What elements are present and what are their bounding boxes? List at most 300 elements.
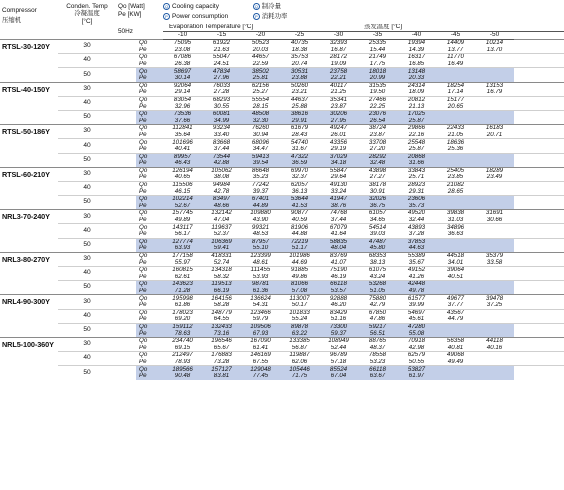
spacer-cell bbox=[116, 118, 136, 125]
qo-value: 19394 bbox=[397, 40, 436, 47]
pe-value: 48.04 bbox=[319, 245, 358, 252]
qo-label: Qo bbox=[136, 238, 163, 245]
qo-value: 43893 bbox=[397, 224, 436, 231]
qo-value bbox=[475, 68, 514, 75]
qo-value: 23758 bbox=[319, 68, 358, 75]
qo-value: 54514 bbox=[358, 224, 397, 231]
pe-value: 58.28 bbox=[213, 301, 230, 309]
qo-value: 112841 bbox=[163, 125, 202, 132]
pe-value: 53.93 bbox=[252, 273, 269, 280]
pe-value: 40.16 bbox=[486, 344, 503, 351]
spacer-cell bbox=[116, 252, 136, 259]
tail-cell bbox=[514, 75, 564, 82]
qo-value: 58835 bbox=[319, 238, 358, 245]
pe-value: 33.40 bbox=[213, 131, 230, 138]
pe-value: 23.88 bbox=[280, 75, 319, 82]
pe-value: 22.25 bbox=[369, 103, 386, 110]
pe-value: 61.36 bbox=[241, 288, 280, 295]
qo-value bbox=[475, 352, 514, 359]
evap-label-cn: 蒸发温度 [°C] bbox=[358, 24, 564, 32]
p-circle-icon: P bbox=[253, 13, 260, 20]
qo-value bbox=[436, 110, 475, 117]
pe-value: 50.17 bbox=[291, 301, 308, 309]
qo-value: 60081 bbox=[202, 110, 241, 117]
qo-value: 83497 bbox=[202, 196, 241, 203]
tail-cell bbox=[514, 231, 564, 238]
pe-value: 36.59 bbox=[280, 160, 319, 167]
qo-value: 55554 bbox=[241, 96, 280, 103]
qo-value: 37853 bbox=[397, 238, 436, 245]
pe-value bbox=[475, 288, 514, 295]
pe-value: 46.20 bbox=[330, 301, 347, 309]
pe-value: 41.53 bbox=[280, 203, 319, 210]
qo-value: 47487 bbox=[358, 238, 397, 245]
qo-value: 67079 bbox=[319, 224, 358, 231]
pe-value: 18.38 bbox=[291, 46, 308, 53]
tail-cell bbox=[514, 210, 564, 217]
qo-value: 47280 bbox=[397, 323, 436, 330]
condensing-temp: 30 bbox=[58, 167, 116, 181]
pe-value: 39.54 bbox=[241, 160, 280, 167]
pe-value: 55.97 bbox=[174, 259, 191, 266]
qo-value bbox=[436, 68, 475, 75]
spacer-cell bbox=[116, 103, 136, 110]
qo-label: Qo bbox=[136, 167, 163, 174]
pe-value: 51.17 bbox=[280, 245, 319, 252]
pe-value: 46.15 bbox=[174, 188, 191, 195]
evap-column-header: -30 bbox=[319, 32, 358, 40]
pe-value: 57.18 bbox=[330, 358, 347, 365]
qo-value: 28172 bbox=[319, 54, 358, 61]
model-name: NRL5-100-360Y bbox=[2, 339, 54, 349]
spacer-cell bbox=[116, 259, 136, 266]
pe-value: 18.09 bbox=[408, 89, 425, 96]
compressor-model bbox=[0, 167, 58, 210]
cond-label-cn: 冷凝温度 bbox=[74, 10, 100, 18]
qo-value: 83769 bbox=[319, 252, 358, 259]
table-row bbox=[0, 281, 564, 288]
pe-label: Pe bbox=[139, 174, 147, 181]
tail-cell bbox=[514, 139, 564, 146]
spacer-cell bbox=[116, 125, 136, 132]
qo-value: 18254 bbox=[436, 82, 475, 89]
table-row bbox=[0, 40, 564, 47]
tail-cell bbox=[514, 89, 564, 96]
pe-value: 42.79 bbox=[369, 301, 386, 309]
tail-cell bbox=[514, 323, 564, 330]
pe-value: 35.67 bbox=[408, 259, 425, 266]
qo-value: 23606 bbox=[397, 196, 436, 203]
qo-value: 81906 bbox=[280, 224, 319, 231]
model-name: NRL3-80-270Y bbox=[2, 254, 50, 264]
pe-value: 28.15 bbox=[252, 103, 269, 110]
qo-value: 39064 bbox=[436, 267, 475, 274]
pe-label: Pe bbox=[136, 288, 163, 295]
qo-value: 53827 bbox=[397, 366, 436, 373]
pe-value: 34.01 bbox=[447, 259, 464, 266]
qo-value: 47322 bbox=[280, 153, 319, 160]
condensing-temp: 30 bbox=[58, 40, 116, 54]
pe-value: 23.87 bbox=[330, 103, 347, 110]
pe-value bbox=[475, 75, 514, 82]
qo-value: 93234 bbox=[202, 125, 241, 132]
evap-column-header: -10 bbox=[163, 32, 202, 40]
spacer-cell bbox=[116, 295, 136, 302]
pe-value: 27.27 bbox=[369, 174, 386, 181]
qo-value: 195998 bbox=[163, 295, 202, 302]
qo-label: Qo bbox=[136, 295, 163, 302]
tail-cell bbox=[514, 288, 564, 295]
pe-value: 62.61 bbox=[174, 273, 191, 280]
qo-value: 70918 bbox=[397, 337, 436, 344]
condensing-temp: 50 bbox=[58, 238, 116, 252]
model-name: RTSL-60-210Y bbox=[2, 169, 50, 179]
qo-value: 41947 bbox=[319, 196, 358, 203]
table-row bbox=[0, 196, 564, 203]
pe-value: 39.03 bbox=[369, 231, 386, 238]
condensing-temp: 40 bbox=[58, 181, 116, 195]
spacer-cell bbox=[116, 167, 136, 174]
compressor-model bbox=[0, 252, 58, 295]
qo-value: 123466 bbox=[241, 309, 280, 316]
legend-cooling: Q Cooling capacity bbox=[164, 3, 219, 11]
pe-value bbox=[436, 288, 475, 295]
condensing-temp: 50 bbox=[58, 281, 116, 295]
tail-cell bbox=[514, 40, 564, 47]
tail-cell bbox=[514, 309, 564, 316]
tail-cell bbox=[514, 245, 564, 252]
pe-value: 63.67 bbox=[358, 373, 397, 380]
qo-value: 61057 bbox=[358, 210, 397, 217]
qo-label: Qo bbox=[136, 196, 163, 203]
qo-value: 31535 bbox=[358, 82, 397, 89]
qo-value: 66118 bbox=[319, 281, 358, 288]
qo-value bbox=[475, 366, 514, 373]
pe-label: Pe bbox=[139, 358, 147, 365]
qo-value: 11770 bbox=[436, 54, 475, 61]
spacer-cell bbox=[116, 174, 136, 181]
spacer-cell bbox=[116, 238, 136, 245]
spacer-cell bbox=[116, 337, 136, 344]
pe-value bbox=[475, 160, 514, 167]
pe-value bbox=[475, 231, 514, 238]
spacer-cell bbox=[116, 281, 136, 288]
qo-value: 54740 bbox=[280, 139, 319, 146]
qo-value: 119637 bbox=[202, 224, 241, 231]
pe-value: 56.51 bbox=[358, 330, 397, 337]
pe-label: Pe bbox=[139, 103, 147, 110]
condensing-temp: 50 bbox=[58, 366, 116, 380]
qo-value: 49677 bbox=[436, 295, 475, 302]
pe-value: 54.31 bbox=[252, 301, 269, 309]
qo-value: 68353 bbox=[358, 252, 397, 259]
qo-label: Qo bbox=[136, 110, 163, 117]
pe-value: 56.87 bbox=[291, 344, 308, 351]
pe-value: 67.04 bbox=[319, 373, 358, 380]
pe-value: 36.63 bbox=[447, 231, 464, 238]
qo-value: 92064 bbox=[163, 82, 202, 89]
qo-label: Qo bbox=[136, 252, 163, 259]
spacer-cell bbox=[116, 245, 136, 252]
spacer-cell bbox=[116, 54, 136, 61]
qo-value: 62579 bbox=[397, 352, 436, 359]
condensing-temp: 40 bbox=[58, 267, 116, 281]
qo-value: 136624 bbox=[241, 295, 280, 302]
tail-cell bbox=[514, 146, 564, 153]
spacer-cell bbox=[116, 196, 136, 203]
spacer-cell bbox=[116, 68, 136, 75]
pe-label: Pe bbox=[136, 75, 163, 82]
table-row bbox=[0, 352, 564, 359]
qo-value: 101986 bbox=[280, 252, 319, 259]
pe-value: 23.08 bbox=[174, 46, 191, 53]
table-row bbox=[0, 309, 564, 316]
qo-value: 67086 bbox=[163, 54, 202, 61]
spacer-cell bbox=[116, 181, 136, 188]
pe-value: 36.75 bbox=[358, 203, 397, 210]
qo-value: 127774 bbox=[163, 238, 202, 245]
pe-value: 58.32 bbox=[213, 273, 230, 280]
compressor-model bbox=[0, 295, 58, 338]
condensing-temp: 50 bbox=[58, 68, 116, 82]
pe-value: 34.47 bbox=[252, 145, 269, 153]
pe-value: 35.64 bbox=[174, 131, 191, 138]
table-row bbox=[0, 295, 564, 302]
spacer-cell bbox=[116, 61, 136, 68]
qo-value: 49152 bbox=[397, 267, 436, 274]
pe-value: 61.97 bbox=[397, 373, 436, 380]
qo-value: 73544 bbox=[202, 153, 241, 160]
evap-label: Evaporation Temperature [°C] bbox=[163, 24, 358, 32]
qo-value: 43567 bbox=[436, 309, 475, 316]
pe-label: Pe bbox=[136, 160, 163, 167]
qo-value: 96789 bbox=[319, 352, 358, 359]
qo-value: 129048 bbox=[241, 366, 280, 373]
tail-cell bbox=[514, 295, 564, 302]
tail-cell bbox=[514, 54, 564, 61]
table-row bbox=[0, 96, 564, 103]
spacer-cell bbox=[116, 153, 136, 160]
pe-value: 48.53 bbox=[252, 231, 269, 238]
tail-cell bbox=[514, 153, 564, 160]
evap-column-header: -15 bbox=[202, 32, 241, 40]
pe-value: 22.59 bbox=[252, 60, 269, 67]
qo-value: 47834 bbox=[202, 68, 241, 75]
spacer-cell bbox=[116, 359, 136, 366]
pe-value: 40.41 bbox=[174, 145, 191, 153]
pe-value: 33.24 bbox=[330, 188, 347, 195]
pe-value: 20.99 bbox=[358, 75, 397, 82]
p-circle-icon: P bbox=[163, 13, 170, 20]
spacer-cell bbox=[116, 267, 136, 274]
qo-value bbox=[475, 323, 514, 330]
pe-value: 25.71 bbox=[408, 174, 425, 181]
pe-value: 52.44 bbox=[330, 344, 347, 351]
condensing-temp: 50 bbox=[58, 323, 116, 337]
legend-power: P Power consumption bbox=[163, 13, 251, 21]
qo-value: 49068 bbox=[436, 352, 475, 359]
qo-label: Qo bbox=[136, 224, 163, 231]
qo-value bbox=[475, 267, 514, 274]
pe-value: 90.48 bbox=[163, 373, 202, 380]
pe-label: Pe bbox=[139, 216, 147, 224]
qo-value: 86648 bbox=[241, 167, 280, 174]
condensing-temp: 30 bbox=[58, 125, 116, 139]
compressor-model bbox=[0, 210, 58, 253]
qo-value: 50260 bbox=[280, 82, 319, 89]
qo-value: 108949 bbox=[319, 337, 358, 344]
qo-value: 16317 bbox=[397, 54, 436, 61]
qo-value: 25335 bbox=[358, 40, 397, 47]
qo-value bbox=[475, 54, 514, 61]
qo-value bbox=[436, 281, 475, 288]
tail-cell bbox=[514, 352, 564, 359]
qo-value: 14409 bbox=[436, 40, 475, 47]
qo-value: 21082 bbox=[436, 181, 475, 188]
compressor-label-cn: 压缩机 bbox=[2, 16, 22, 24]
spacer-cell bbox=[116, 366, 136, 373]
qo-value: 37029 bbox=[319, 153, 358, 160]
qo-value: 61577 bbox=[397, 295, 436, 302]
pe-value: 21.05 bbox=[447, 131, 464, 138]
spacer-cell bbox=[116, 274, 136, 281]
qo-value: 72219 bbox=[280, 238, 319, 245]
qo-label: Qo bbox=[136, 352, 163, 359]
pe-value: 24.51 bbox=[213, 60, 230, 67]
table-row bbox=[0, 323, 564, 330]
qo-value: 35341 bbox=[319, 96, 358, 103]
qo-value: 234740 bbox=[163, 337, 202, 344]
pe-value: 17.14 bbox=[447, 89, 464, 96]
pe-value bbox=[475, 359, 514, 366]
pe-value bbox=[436, 75, 475, 82]
spacer-cell bbox=[116, 316, 136, 323]
condensing-temp: 40 bbox=[58, 309, 116, 323]
qo-value: 75880 bbox=[358, 295, 397, 302]
qo-value: 148779 bbox=[202, 309, 241, 316]
qo-value: 61075 bbox=[358, 267, 397, 274]
model-name: RTSL-50-186Y bbox=[2, 127, 50, 137]
pe-value: 83.81 bbox=[202, 373, 241, 380]
qo-value: 134318 bbox=[202, 267, 241, 274]
qo-value: 25548 bbox=[397, 139, 436, 146]
condensing-temp: 50 bbox=[58, 153, 116, 167]
qo-label: Qo bbox=[136, 210, 163, 217]
qo-value: 89957 bbox=[163, 153, 202, 160]
pe-value: 37.25 bbox=[486, 301, 503, 309]
qo-value: 74768 bbox=[319, 210, 358, 217]
spacer-cell bbox=[116, 217, 136, 224]
qo-value: 42448 bbox=[397, 281, 436, 288]
qo-value: 119513 bbox=[202, 281, 241, 288]
pe-value: 40.59 bbox=[291, 216, 308, 224]
qo-value: 32393 bbox=[319, 40, 358, 47]
qo-value: 99321 bbox=[241, 224, 280, 231]
qo-value: 83429 bbox=[319, 309, 358, 316]
qo-value: 59217 bbox=[358, 323, 397, 330]
pe-value bbox=[475, 373, 514, 380]
condensing-temp: 30 bbox=[58, 252, 116, 266]
spacer-cell bbox=[116, 210, 136, 217]
qo-value: 92888 bbox=[319, 295, 358, 302]
qo-value: 76260 bbox=[241, 125, 280, 132]
pe-value: 41.64 bbox=[330, 231, 347, 238]
spacer-cell bbox=[116, 352, 136, 359]
qo-value: 418331 bbox=[202, 252, 241, 259]
pe-value: 55.10 bbox=[241, 245, 280, 252]
qo-value: 67850 bbox=[358, 309, 397, 316]
pe-value: 61.41 bbox=[252, 344, 269, 351]
qo-value: 27466 bbox=[358, 96, 397, 103]
pe-value: 26.01 bbox=[330, 131, 347, 138]
qo-value: 44118 bbox=[475, 337, 514, 344]
pe-value: 17.75 bbox=[369, 60, 386, 67]
tail-cell bbox=[514, 68, 564, 75]
qo-label: Qo bbox=[136, 181, 163, 188]
pe-value: 30.66 bbox=[486, 216, 503, 224]
qo-value: 18636 bbox=[436, 139, 475, 146]
tail-cell bbox=[514, 61, 564, 68]
pe-value: 48.66 bbox=[202, 203, 241, 210]
pe-value: 77.45 bbox=[241, 373, 280, 380]
pe-value: 21.63 bbox=[213, 46, 230, 53]
qo-value: 62156 bbox=[241, 82, 280, 89]
qo-value: 109880 bbox=[241, 210, 280, 217]
spacer-cell bbox=[116, 160, 136, 167]
qo-value: 33843 bbox=[397, 167, 436, 174]
pe-value: 28.43 bbox=[291, 131, 308, 138]
qo-value bbox=[475, 153, 514, 160]
pe-value: 39.37 bbox=[252, 188, 269, 195]
qo-label: Qo bbox=[136, 323, 163, 330]
condensing-temp: 40 bbox=[58, 139, 116, 153]
pe-value bbox=[475, 316, 514, 323]
qo-value: 164156 bbox=[202, 295, 241, 302]
qo-value: 178023 bbox=[163, 309, 202, 316]
pe-value: 43.24 bbox=[369, 273, 386, 280]
pe-value: 25.36 bbox=[447, 145, 464, 153]
pe-value bbox=[475, 245, 514, 252]
tail-cell bbox=[514, 181, 564, 188]
pe-value: 30.14 bbox=[163, 75, 202, 82]
compressor-model bbox=[0, 125, 58, 168]
pe-value: 16.85 bbox=[408, 60, 425, 67]
table-row bbox=[0, 224, 564, 231]
pe-value: 35.23 bbox=[252, 174, 269, 181]
qo-value: 119887 bbox=[280, 352, 319, 359]
qo-value: 30206 bbox=[319, 110, 358, 117]
pe-value: 78.63 bbox=[163, 330, 202, 337]
qo-value: 113007 bbox=[280, 295, 319, 302]
tail-cell bbox=[514, 203, 564, 210]
spacer-cell bbox=[116, 47, 136, 54]
qo-value bbox=[436, 366, 475, 373]
condensing-temp: 40 bbox=[58, 352, 116, 366]
qo-value: 30531 bbox=[280, 68, 319, 75]
pe-value: 38.76 bbox=[319, 203, 358, 210]
pe-value: 33.58 bbox=[486, 259, 503, 266]
pe-label: Pe bbox=[136, 118, 163, 125]
qo-value: 49520 bbox=[397, 210, 436, 217]
pe-value bbox=[475, 61, 514, 68]
qo-value bbox=[436, 238, 475, 245]
pe-label: Pe bbox=[136, 245, 163, 252]
legend-power-cn: P 消耗功率 bbox=[253, 13, 288, 21]
qo-value: 53268 bbox=[358, 281, 397, 288]
qo-value: 87957 bbox=[241, 238, 280, 245]
pe-value: 25.87 bbox=[397, 118, 436, 125]
qo-value: 167090 bbox=[241, 337, 280, 344]
